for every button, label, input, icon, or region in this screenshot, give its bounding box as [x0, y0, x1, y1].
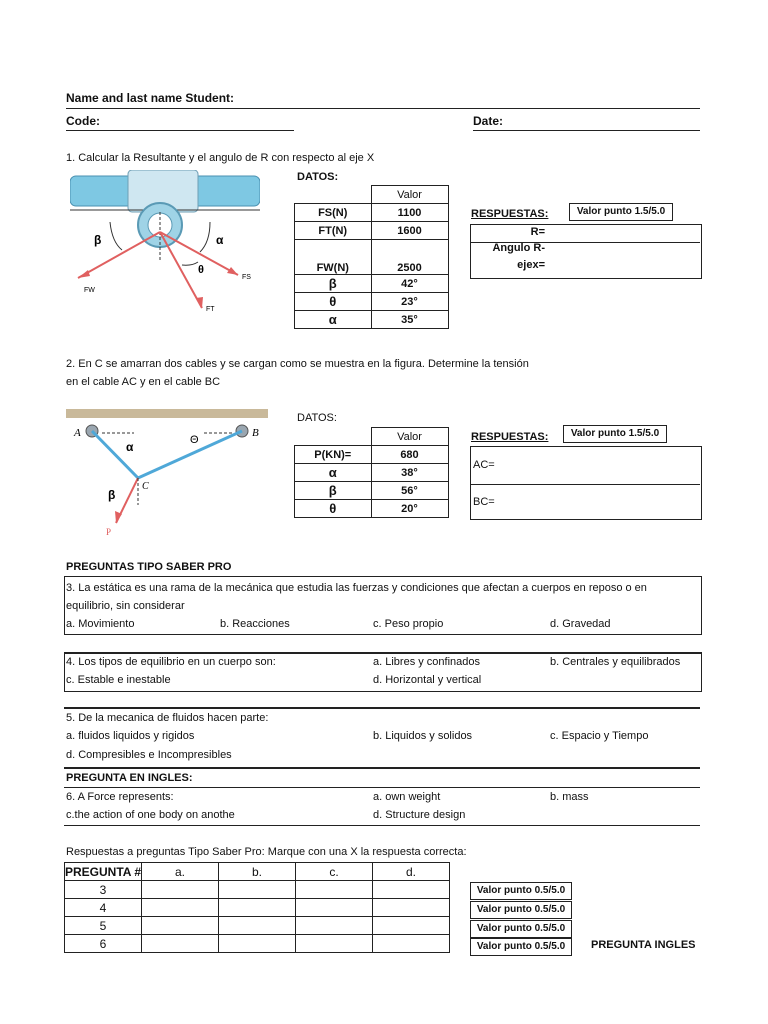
- fs-arrowhead: [227, 267, 238, 275]
- beta-arc: [110, 222, 122, 250]
- ceiling: [66, 409, 268, 418]
- q6-top-rule: [64, 787, 700, 788]
- q5-option-d[interactable]: d. Compresibles e Incompresibles: [66, 749, 232, 761]
- q5-top-rule: [64, 707, 700, 709]
- q6-score-box: Valor punto 0.5/5.0: [470, 938, 572, 956]
- answer-cell[interactable]: [373, 899, 450, 917]
- cable-ac: [92, 431, 138, 478]
- theta-label: Θ: [190, 434, 199, 446]
- ft-arrowhead: [196, 297, 203, 308]
- q3-option-d[interactable]: d. Gravedad: [550, 618, 611, 630]
- q1-row-value: 23°: [371, 293, 448, 311]
- answer-cell[interactable]: [142, 917, 219, 935]
- q5-text: 5. De la mecanica de fluidos hacen parte:: [66, 712, 269, 724]
- answer-sheet-header: PREGUNTA #: [65, 864, 142, 879]
- q1-row-value: 42°: [371, 275, 448, 293]
- q6-bottom-rule: [64, 825, 700, 826]
- q6-option-a[interactable]: a. own weight: [373, 791, 441, 803]
- answer-cell[interactable]: [296, 917, 373, 935]
- q2-data-table: [294, 427, 449, 518]
- q1-row-label: β: [295, 275, 372, 293]
- fw-label: FW: [84, 287, 95, 294]
- q1-value-header: Valor: [371, 186, 448, 204]
- q2-value-header: Valor: [371, 428, 448, 446]
- alpha-arc: [200, 222, 210, 252]
- answer-sheet-header: c.: [296, 863, 373, 881]
- english-question-label: PREGUNTA INGLES: [591, 939, 696, 951]
- q2-row-label: P(KN)=: [295, 446, 372, 464]
- q5-option-c[interactable]: c. Espacio y Tiempo: [550, 730, 649, 742]
- answer-sheet-header: b.: [219, 863, 296, 881]
- q5-option-b[interactable]: b. Liquidos y solidos: [373, 730, 473, 742]
- q1-row-value: 1600: [371, 222, 448, 240]
- answer-sheet-question-number: 4: [65, 899, 142, 917]
- answer-sheet-header: d.: [373, 863, 450, 881]
- answer-cell[interactable]: [373, 935, 450, 953]
- answer-cell[interactable]: [296, 935, 373, 953]
- english-title: PREGUNTA EN INGLES:: [66, 772, 193, 784]
- q4-text: 4. Los tipos de equilibrio en un cuerpo son:: [66, 656, 276, 668]
- q2-row-value: 38°: [371, 464, 448, 482]
- answer-cell[interactable]: [142, 899, 219, 917]
- q2-answer-divider: [470, 484, 700, 485]
- beta-label: β: [108, 488, 116, 502]
- q1-r-label: R=: [530, 226, 545, 238]
- answer-sheet-instruction: Respuestas a preguntas Tipo Saber Pro: Marque con una X la respuesta correcta:: [66, 846, 467, 858]
- answer-cell[interactable]: [142, 881, 219, 899]
- load-p-label: P: [106, 527, 112, 535]
- q1-row-label: FS(N): [295, 204, 372, 222]
- answer-sheet-question-number: 5: [65, 917, 142, 935]
- q4-option-d[interactable]: d. Horizontal y vertical: [373, 674, 482, 686]
- fw-arrow: [78, 232, 160, 278]
- q1-angle-label-2: ejex=: [517, 259, 545, 271]
- answer-sheet-question-number: 3: [65, 881, 142, 899]
- q1-row-label: FW(N): [295, 240, 372, 275]
- q1-angle-label-1: Angulo R-: [492, 242, 545, 254]
- q4-score-box: Valor punto 0.5/5.0: [470, 901, 572, 919]
- alpha-label: α: [126, 440, 134, 454]
- point-b-label: B: [252, 427, 259, 439]
- q1-row-label: θ: [295, 293, 372, 311]
- date-label: Date:: [473, 114, 504, 128]
- q2-row-label: θ: [295, 500, 372, 518]
- q2-row-value: 680: [371, 446, 448, 464]
- q6-option-d[interactable]: d. Structure design: [373, 809, 466, 821]
- name-line[interactable]: [66, 108, 700, 109]
- q2-prompt-line2: en el cable AC y en el cable BC: [66, 376, 221, 388]
- answer-cell[interactable]: [142, 935, 219, 953]
- q2-row-label: β: [295, 482, 372, 500]
- code-label: Code:: [66, 114, 100, 128]
- q1-datos-label: DATOS:: [297, 171, 339, 183]
- q6-text: 6. A Force represents:: [66, 791, 174, 803]
- answer-cell[interactable]: [219, 935, 296, 953]
- q2-row-value: 56°: [371, 482, 448, 500]
- q3-option-b[interactable]: b. Reacciones: [220, 618, 290, 630]
- q1-pipe-figure: [70, 170, 260, 320]
- ft-label: FT: [206, 306, 215, 313]
- q3-option-a[interactable]: a. Movimiento: [66, 618, 135, 630]
- date-line[interactable]: [473, 130, 700, 131]
- q2-score-box: Valor punto 1.5/5.0: [563, 425, 667, 443]
- q6-option-c[interactable]: c.the action of one body on anothe: [66, 809, 235, 821]
- q1-answers-label: RESPUESTAS:: [471, 208, 549, 220]
- fw-arrowhead: [78, 270, 90, 278]
- saber-pro-title: PREGUNTAS TIPO SABER PRO: [66, 561, 232, 573]
- q3-score-box: Valor punto 0.5/5.0: [470, 882, 572, 900]
- q2-datos-label: DATOS:: [297, 412, 337, 424]
- q5-score-box: Valor punto 0.5/5.0: [470, 920, 572, 938]
- answer-cell[interactable]: [373, 917, 450, 935]
- q3-text-line1: 3. La estática es una rama de la mecánica que estudia las fuerzas y condiciones que afectan a cuerpos en reposo o en: [66, 582, 647, 594]
- q2-cable-figure: [66, 405, 268, 535]
- q1-score-box: Valor punto 1.5/5.0: [569, 203, 673, 221]
- q4-option-c[interactable]: c. Estable e inestable: [66, 674, 171, 686]
- q2-answer-box[interactable]: [470, 446, 702, 520]
- point-c-label: C: [142, 481, 149, 492]
- q3-text-line2: equilibrio, sin considerar: [66, 600, 185, 612]
- q5-option-a[interactable]: a. fluidos liquidos y rigidos: [66, 730, 195, 742]
- q4-option-a[interactable]: a. Libres y confinados: [373, 656, 481, 668]
- q2-ac-label: AC=: [473, 459, 495, 471]
- q4-option-b[interactable]: b. Centrales y equilibrados: [550, 656, 681, 668]
- theta-arc: [182, 262, 198, 265]
- answer-cell[interactable]: [373, 881, 450, 899]
- alpha-label: α: [216, 233, 224, 247]
- answer-cell[interactable]: [219, 881, 296, 899]
- q1-row-label: FT(N): [295, 222, 372, 240]
- q1-data-table: [294, 185, 449, 329]
- answer-sheet-question-number: 6: [65, 935, 142, 953]
- q3-option-c[interactable]: c. Peso propio: [373, 618, 444, 630]
- q1-row-value: 2500: [371, 240, 448, 275]
- q6-option-b[interactable]: b. mass: [550, 791, 589, 803]
- answer-sheet-table: [64, 862, 450, 953]
- theta-label: θ: [198, 264, 204, 276]
- fs-label: FS: [242, 274, 251, 281]
- q2-row-value: 20°: [371, 500, 448, 518]
- q1-prompt: 1. Calcular la Resultante y el angulo de R con respecto al eje X: [66, 152, 375, 164]
- point-a-label: A: [74, 427, 81, 439]
- q2-bc-label: BC=: [473, 496, 495, 508]
- q5-bottom-rule: [64, 767, 700, 769]
- q2-row-label: α: [295, 464, 372, 482]
- answer-sheet-header: a.: [142, 863, 219, 881]
- code-line[interactable]: [66, 130, 294, 131]
- q2-prompt-line1: 2. En C se amarran dos cables y se cargan como se muestra en la figura. Determine la tensión: [66, 358, 529, 370]
- q1-row-value: 35°: [371, 311, 448, 329]
- student-name-label: Name and last name Student:: [66, 91, 235, 105]
- q1-row-label: α: [295, 311, 372, 329]
- answer-cell[interactable]: [296, 881, 373, 899]
- beta-label: β: [94, 233, 102, 247]
- q1-row-value: 1100: [371, 204, 448, 222]
- answer-cell[interactable]: [219, 917, 296, 935]
- answer-cell[interactable]: [219, 899, 296, 917]
- answer-cell[interactable]: [296, 899, 373, 917]
- q2-answers-label: RESPUESTAS:: [471, 431, 549, 443]
